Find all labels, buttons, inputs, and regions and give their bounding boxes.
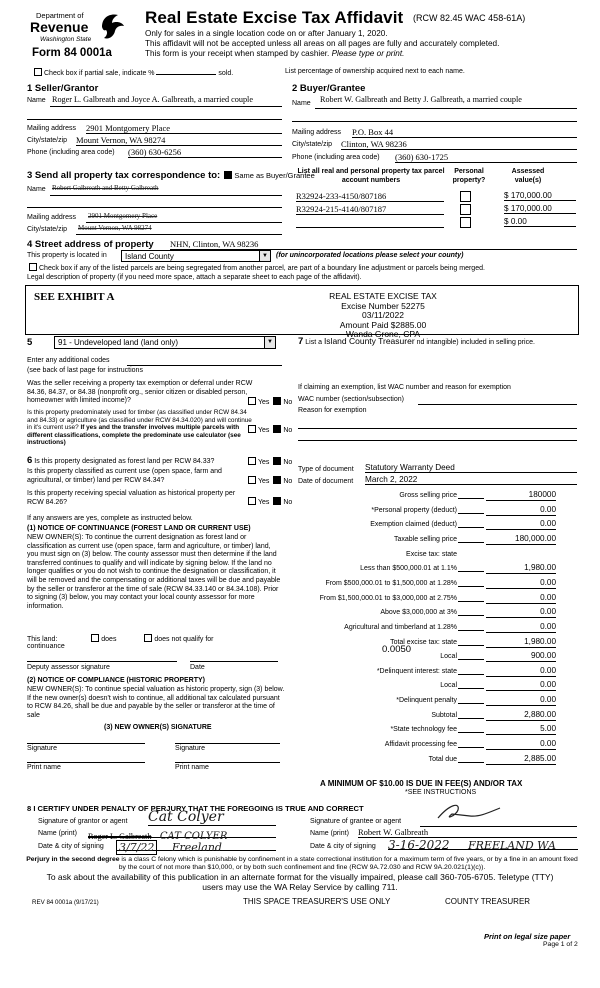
property-address[interactable]: NHN, Clinton, WA 98236 <box>170 239 577 250</box>
form-title: Real Estate Excise Tax Affidavit <box>145 8 404 27</box>
parcel-row-2 <box>296 204 576 216</box>
corr-mailing[interactable]: 2901 Montgomery Place <box>88 212 158 220</box>
exempt-label: If claiming an exemption, list WAC number and reason for exemption <box>298 384 511 391</box>
land-use-value: 91 - Undeveloped land (land only) <box>58 338 179 347</box>
calc-label: From $500,000.01 to $1,500,000 at 1.28% <box>325 580 457 587</box>
parcel-number-2[interactable]: R32924-215-4140/807187 <box>296 204 444 215</box>
calc-value[interactable]: 0.00 <box>486 622 556 633</box>
calc-label: Total due <box>428 756 457 763</box>
section6-num: 6 <box>27 455 33 466</box>
availability-notice: To ask about the availability of this publication in an alternate format for the visually impaired, please call 360-705-6705. Teletype (TTY) users may use the WA Relay Service by calling 711. <box>46 872 554 892</box>
correspondence-row <box>27 170 315 181</box>
calc-value[interactable]: 0.00 <box>486 519 556 530</box>
section6-note: If any answers are yes, complete as instructed below. <box>27 515 193 522</box>
form-number: Form 84 0001a <box>32 47 112 59</box>
personal-property-checkbox-3[interactable] <box>460 217 471 228</box>
assessed-value-1[interactable]: $ 170,000.00 <box>504 191 576 201</box>
stamp-line1: REAL ESTATE EXCISE TAX <box>329 291 437 301</box>
buyer-heading: 2 Buyer/Grantee <box>292 83 366 94</box>
buyer-phone[interactable]: (360) 630-1725 <box>395 152 577 163</box>
wac-label: WAC number (section/subsection) <box>298 396 404 403</box>
current-use-question: Is this property classified as current use (open space, farm and agricultural, or timber) land per RCW 84.34? <box>27 468 222 484</box>
stamp-line3: 03/11/2022 <box>362 310 404 320</box>
partial-sale-sold: sold. <box>218 70 234 77</box>
current-use-yes-checkbox[interactable] <box>248 476 256 484</box>
same-as-buyer-checkbox[interactable] <box>224 171 232 179</box>
calc-value[interactable]: 0.00 <box>486 578 556 589</box>
grantee-signature-scribble <box>430 800 510 822</box>
buyer-city-label: City/state/zip <box>292 141 333 148</box>
timber-yes-label: Yes <box>258 427 270 434</box>
header-note3: This form is your receipt when stamped by cashier. <box>145 49 330 58</box>
timber-no-label: No <box>283 427 293 434</box>
compliance-text: NEW OWNER(S): To continue special valuation as historic property, sign (3) below. If the new owner(s) doesn't wish to continue, all additional tax calculated pursuant to RCW 84.26, shall be due and payable by the seller or transferor at the time of sale <box>27 686 285 719</box>
calc-value[interactable]: 0.00 <box>486 666 556 677</box>
grantor-name-label: Name (print) <box>38 830 77 837</box>
county-select[interactable] <box>121 250 271 262</box>
new-owner-heading: (3) NEW OWNER(S) SIGNATURE <box>104 724 212 731</box>
timber-no-checkbox[interactable] <box>273 425 281 433</box>
reason-label: Reason for exemption <box>298 407 367 414</box>
corr-city[interactable]: Mount Vernon, WA 98274 <box>78 224 152 232</box>
correspondence-heading: 3 Send all property tax correspondence to: <box>27 170 221 181</box>
calc-label: Exemption claimed (deduct) <box>370 521 457 528</box>
header-note2: This affidavit will not be accepted unless all areas on all pages are fully and accurately completed. <box>145 39 500 48</box>
historic-question: Is this property receiving special valuation as historical property per RCW 84.26? <box>27 490 236 506</box>
personal-property-checkbox-2[interactable] <box>460 204 471 215</box>
doc-type-label: Type of document <box>298 466 354 473</box>
does-label: does <box>101 636 117 643</box>
dor-logo <box>28 12 128 58</box>
calc-label: Affidavit processing fee <box>384 741 457 748</box>
calc-label: *Delinquent penalty <box>396 697 457 704</box>
exemption-no-label: No <box>283 399 293 406</box>
forest-question-text: Is this property designated as forest land per RCW 84.33? <box>34 458 215 465</box>
does-not-checkbox[interactable] <box>144 634 152 642</box>
parcel-number-3[interactable] <box>296 217 444 228</box>
ownership-note: List percentage of ownership acquired next to each name. <box>285 68 465 75</box>
calc-label: Local <box>440 682 457 689</box>
continuance-text: NEW OWNER(S): To continue the current designation as forest land or classification as current use (open space, farm and agriculture, or timber) land, you must sign on (3) below. The county assessor must then determine if the land transferred continues to qualify and will indicate by signing below. If the land no longer qualifies or you do not wish to continue the designation or classification, it will be removed and the compensating or additional taxes will be due and payable by the seller or transferor at the time of sale (RCW 84.33.140 or 84.34.108). Prior to signing (3) below, you may contact your local county assessor for more information. <box>27 534 281 610</box>
historic-no-checkbox[interactable] <box>273 497 281 505</box>
section5-num: 5 <box>27 337 33 348</box>
compliance-heading: (2) NOTICE OF COMPLIANCE (HISTORIC PROPERTY) <box>27 677 205 684</box>
calc-value[interactable]: 0.00 <box>486 680 556 691</box>
timber-yesno <box>246 425 292 436</box>
calc-value[interactable]: 900.00 <box>486 651 556 662</box>
deputy-signature-label: Deputy assessor signature <box>27 664 110 671</box>
section7-text-a: List a <box>305 339 322 346</box>
current-use-yes-label: Yes <box>258 478 270 485</box>
corr-mailing-label: Mailing address <box>27 214 77 221</box>
calc-value[interactable]: 0.00 <box>486 695 556 706</box>
buyer-mailing[interactable]: P.O. Box 44 <box>352 127 577 138</box>
calc-label: *Delinquent interest: state <box>376 668 457 675</box>
historic-no-label: No <box>283 499 293 506</box>
grantee-city: FREELAND WA <box>468 839 556 852</box>
does-not-label: does not qualify for <box>154 636 214 643</box>
buyer-mailing-label: Mailing address <box>292 129 342 136</box>
section7-row <box>298 337 580 348</box>
parcel-row-1 <box>296 191 576 203</box>
segregated-row <box>27 263 485 274</box>
historic-yes-label: Yes <box>258 499 270 506</box>
forest-yes-checkbox[interactable] <box>248 457 256 465</box>
county-treasurer: COUNTY TREASURER <box>445 897 531 906</box>
grantor-name: CAT COLYER <box>159 831 228 842</box>
corr-name-label: Name <box>27 186 46 193</box>
legal-label: Legal description of property (if you need more space, attach a separate sheet to each page of the affidavit). <box>27 274 362 281</box>
calc-label: Subtotal <box>431 712 457 719</box>
property-heading: 4 Street address of property <box>27 239 154 250</box>
legal-size-note: Print on legal size paper <box>484 932 571 941</box>
dept-line3: Washington State <box>40 36 92 43</box>
continuance-heading: (1) NOTICE OF CONTINUANCE (FOREST LAND OR CURRENT USE) <box>27 525 251 532</box>
certify-heading: 8 I CERTIFY UNDER PENALTY OF PERJURY THAT THE FOREGOING IS TRUE AND CORRECT <box>27 804 364 813</box>
buyer-name-label: Name <box>292 100 311 107</box>
grantor-date-field[interactable] <box>116 838 276 854</box>
owner-print-label-2: Print name <box>175 764 209 771</box>
calc-label: *State technology fee <box>390 726 457 733</box>
grantee-date: 3-16-2022 <box>388 838 450 852</box>
calc-label: Local <box>440 653 457 660</box>
assessed-value-2[interactable]: $ 170,000.00 <box>504 204 576 214</box>
grantor-signature[interactable]: Cat Colyer <box>148 809 276 826</box>
historic-yes-checkbox[interactable] <box>248 497 256 505</box>
forest-question <box>27 457 249 467</box>
county-note: (for unincorporated locations please select your county) <box>276 252 464 259</box>
stamp-line2: Excise Number 52275 <box>341 300 425 311</box>
grantor-name-field[interactable] <box>88 826 276 842</box>
does-checkbox[interactable] <box>91 634 99 642</box>
codes-label: Enter any additional codes <box>27 357 110 364</box>
continuance-label: continuance <box>27 643 65 650</box>
timber-question-text: Is this property predominately used for timber (as classified under RCW 84.34 and 84.33) or agriculture (as classified under RCW 84.34.020) and will continue in it's current use? <box>27 409 252 432</box>
buyer-city[interactable]: Clinton, WA 98236 <box>341 139 577 150</box>
dept-line2: Revenue <box>30 19 89 35</box>
seller-phone[interactable]: (360) 630-6256 <box>128 147 282 158</box>
see-instructions: *SEE INSTRUCTIONS <box>405 789 477 796</box>
county-select-value: Island County <box>125 252 174 261</box>
exemption-question: Was the seller receiving a property tax exemption or deferral under RCW 84.36, 84.37, or 84.38 (nonprofit org., senior citizen or disabled person, homeowner with limited income)? <box>27 380 253 405</box>
owner-print-label-1: Print name <box>27 764 61 771</box>
forest-yesno <box>246 457 292 468</box>
doc-type[interactable]: Statutory Warranty Deed <box>365 463 577 473</box>
located-in-label: This property is located in <box>27 252 107 259</box>
seller-mailing[interactable]: 2901 Montgomery Place <box>86 123 282 134</box>
chevron-down-icon: ▼ <box>259 251 270 261</box>
seller-city-label: City/state/zip <box>27 137 68 144</box>
calc-label: Above $3,000,000 at 3% <box>380 609 457 616</box>
partial-sale-label: Check box if partial sale, indicate % <box>44 70 155 77</box>
forest-yes-label: Yes <box>258 459 270 466</box>
current-use-no-label: No <box>283 478 293 485</box>
buyer-phone-label: Phone (including area code) <box>292 154 380 161</box>
calc-value[interactable]: 2,880.00 <box>486 710 556 721</box>
legal-description: SEE EXHIBIT A <box>34 291 115 303</box>
section7-text-b: nd intangible) included in selling price. <box>416 339 535 346</box>
seller-mailing-label: Mailing address <box>27 125 77 132</box>
header-note3-wrap <box>145 49 404 58</box>
partial-sale-row <box>32 68 233 79</box>
form-rcw: (RCW 82.45 WAC 458-61A) <box>413 13 526 23</box>
current-use-no-checkbox[interactable] <box>273 476 281 484</box>
calc-label: Agricultural and timberland at 1.28% <box>344 624 457 631</box>
calc-value[interactable]: 180000 <box>486 490 556 501</box>
stamp-line6: Island County Treasurer <box>323 336 415 346</box>
forest-no-label: No <box>283 459 293 466</box>
property-address-row <box>27 239 154 250</box>
calc-value[interactable]: 1,980.00 <box>486 637 556 648</box>
calc-value[interactable]: 1,980.00 <box>486 563 556 574</box>
excise-stamp <box>298 292 468 340</box>
calc-label: Excise tax: state <box>406 551 457 558</box>
grantee-sig-label: Signature of grantee or agent <box>310 818 402 825</box>
minimum-fee-note: A MINIMUM OF $10.00 IS DUE IN FEE(S) AND/OR TAX <box>320 779 523 788</box>
header-note3b: Please type or print. <box>331 49 405 58</box>
exemption-yes-checkbox[interactable] <box>248 397 256 405</box>
forest-no-checkbox[interactable] <box>273 457 281 465</box>
owner-signature-label-2: Signature <box>175 745 205 752</box>
codes-note: (see back of last page for instructions <box>27 367 143 374</box>
washington-logo-icon <box>98 12 126 42</box>
exemption-yes-label: Yes <box>258 399 270 406</box>
timber-question <box>27 409 253 447</box>
corr-name[interactable]: Robert Galbreath and Betty Galbreath <box>52 184 159 192</box>
calc-value[interactable]: 180,000.00 <box>486 534 556 545</box>
timber-question-bold: If yes and the transfer involves multiple parcels with different classifications, complete the predominate use calculator (see instructions) <box>27 424 241 447</box>
chevron-down-icon: ▼ <box>264 337 275 348</box>
calc-label: *Personal property (deduct) <box>371 507 457 514</box>
parcels-col-personal: Personal property? <box>452 168 486 184</box>
perjury-text: is a class C felony which is punishable by confinement in a state correctional institution for a maximum term of five years, or by a fine in an amount fixed by the court of not more than $10,000, or by both such confinement and fine (RCW 9A.72.030 and RCW 9A.20.021(1)(c)). <box>118 856 578 872</box>
grantee-name[interactable]: Robert W. Galbreath <box>358 827 577 838</box>
stamp-line5: Wanda Grone, CPA <box>345 329 421 339</box>
stamp-line4: Amount Paid $2885.00 <box>339 319 427 330</box>
seller-name-label: Name <box>27 97 46 104</box>
grantor-date-label: Date & city of signing <box>38 843 104 850</box>
calc-label: Taxable selling price <box>393 536 457 543</box>
owner-signature-label-1: Signature <box>27 745 57 752</box>
grantor-name-struck: Roger L. Galbreath <box>88 832 152 841</box>
segregated-checkbox[interactable] <box>29 263 37 271</box>
page-number: Page 1 of 2 <box>543 941 578 948</box>
seller-phone-label: Phone (including area code) <box>27 149 115 156</box>
dept-line1: Department of <box>36 11 84 20</box>
grantee-name-label: Name (print) <box>310 830 349 837</box>
grantee-date-field[interactable] <box>388 836 578 850</box>
doc-date-label: Date of document <box>298 478 354 485</box>
buyer-name[interactable]: Robert W. Galbreath and Betty J. Galbreath, a married couple <box>320 95 522 104</box>
calc-value[interactable]: 5.00 <box>486 724 556 735</box>
grantee-date-label: Date & city of signing <box>310 843 376 850</box>
same-as-buyer-label: Same as Buyer/Grantee <box>234 171 315 180</box>
parcels-heading: List all real and personal property tax parcel account numbers <box>297 168 445 184</box>
exemption-no-checkbox[interactable] <box>273 397 281 405</box>
grantee-signature[interactable] <box>420 812 577 827</box>
parcel-row-3 <box>296 217 576 229</box>
parcel-number-1[interactable]: R32924-233-4150/807186 <box>296 191 444 202</box>
partial-sale-checkbox[interactable] <box>34 68 42 76</box>
seller-heading: 1 Seller/Grantor <box>27 83 99 94</box>
doc-date[interactable]: March 2, 2022 <box>365 475 577 485</box>
calc-label: Total excise tax: state <box>390 639 457 646</box>
rev-number: REV 84 0001a (9/17/21) <box>32 899 99 906</box>
section7-num: 7 <box>298 336 304 347</box>
corr-city-label: City/state/zip <box>27 226 68 233</box>
grantor-sig-label: Signature of grantor or agent <box>38 818 128 825</box>
this-land-label: This land: <box>27 636 58 643</box>
parcels-col-assessed: Assessed value(s) <box>511 168 545 184</box>
calc-value[interactable]: 2,885.00 <box>486 754 556 765</box>
historic-yesno <box>246 497 292 508</box>
calc-label: From $1,500,000.01 to $3,000,000 at 2.75% <box>319 595 457 602</box>
header-note1: Only for sales in a single location code on or after January 1, 2020. <box>145 29 388 38</box>
calc-value[interactable]: 0.00 <box>486 607 556 618</box>
grantor-city: Freeland <box>171 841 222 854</box>
seller-name[interactable]: Roger L. Galbreath and Joyce A. Galbreath, a married couple <box>52 95 253 104</box>
perjury-bold: Perjury in the second degree <box>26 856 120 863</box>
current-use-yesno <box>246 476 292 487</box>
timber-yes-checkbox[interactable] <box>248 425 256 433</box>
deputy-date-label: Date <box>190 664 205 671</box>
land-use-select[interactable] <box>54 336 276 349</box>
local-rate[interactable]: 0.0050 <box>382 644 412 655</box>
calc-value[interactable]: 0.00 <box>486 593 556 604</box>
personal-property-checkbox-1[interactable] <box>460 191 471 202</box>
seller-city[interactable]: Mount Vernon, WA 98274 <box>76 135 282 146</box>
assessed-value-3[interactable]: $ 0.00 <box>504 217 576 227</box>
calc-value[interactable]: 0.00 <box>486 505 556 516</box>
calc-value[interactable]: 0.00 <box>486 739 556 750</box>
treasurer-use: THIS SPACE TREASURER'S USE ONLY <box>243 897 391 906</box>
grantor-date: 3/7/22 <box>116 840 157 855</box>
perjury-notice <box>24 856 580 872</box>
calc-label: Gross selling price <box>399 492 457 499</box>
segregated-label: Check box if any of the listed parcels are being segregated from another parcel, are part of a boundary line adjustment or parcels being merged. <box>39 265 485 272</box>
calc-label: Less than $500,000.01 at 1.1% <box>360 565 457 572</box>
exemption-yesno <box>246 397 292 408</box>
